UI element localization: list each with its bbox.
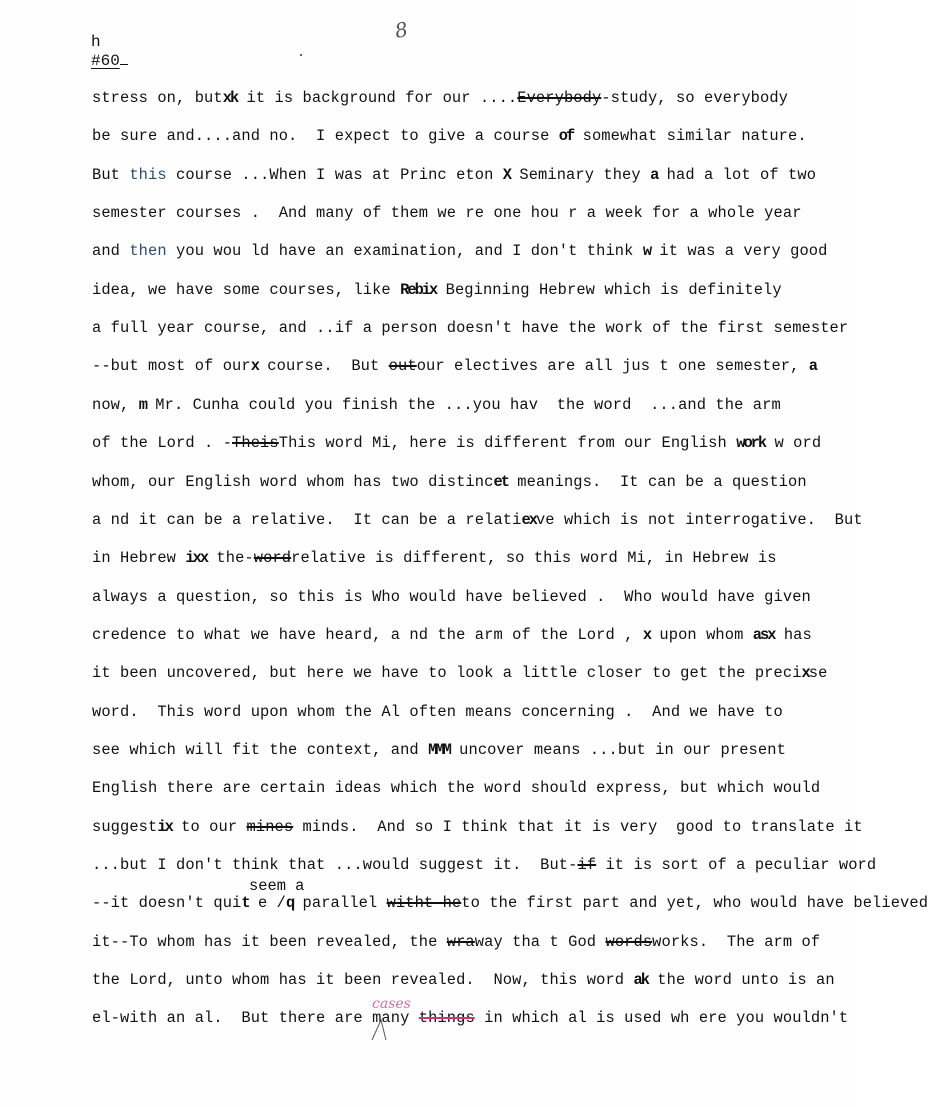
text-segment: you wou ld have an examination, and I don't think bbox=[166, 242, 643, 261]
text-line bbox=[92, 741, 786, 759]
text-segment: way tha t God bbox=[474, 932, 606, 951]
text-segment: this bbox=[129, 165, 167, 184]
text-line bbox=[92, 626, 812, 644]
text-line bbox=[92, 396, 781, 414]
text-segment: see which will fit the context, and bbox=[92, 740, 429, 759]
text-segment: el-with an al. But there are many bbox=[92, 1009, 419, 1028]
text-segment: then bbox=[129, 242, 167, 261]
text-segment: --but most of our bbox=[92, 357, 251, 376]
text-segment: in which al is used wh ere you wouldn't bbox=[474, 1009, 849, 1028]
text-segment: ...but I don't think that ...would suggest it. But- bbox=[92, 856, 578, 874]
text-line bbox=[92, 703, 783, 721]
overstruck-text: Rebix bbox=[400, 280, 437, 299]
text-segment: had a lot of two bbox=[657, 165, 817, 184]
struck-text: wra bbox=[446, 932, 475, 951]
text-segment: the Lord, unto whom has it been revealed. Now, this word bbox=[92, 971, 634, 990]
text-segment: upon whom bbox=[650, 625, 753, 644]
overstruck-text: asx bbox=[752, 625, 775, 644]
overstruck-text: xk bbox=[222, 89, 238, 107]
text-segment: of the Lord . - bbox=[92, 434, 233, 453]
text-segment: w ord bbox=[765, 434, 822, 453]
text-segment: a full year course, and ..if a person doesn't have the work of the first semester bbox=[92, 319, 849, 338]
text-line bbox=[92, 89, 788, 107]
handwritten-page-number: 8 bbox=[393, 17, 410, 43]
overstruck-text: a bbox=[808, 357, 817, 376]
text-segment: the word unto is an bbox=[647, 971, 835, 990]
text-line bbox=[92, 281, 782, 299]
text-segment: But bbox=[92, 165, 130, 184]
text-segment: and bbox=[92, 242, 130, 261]
overstruck-text: et bbox=[493, 472, 508, 491]
text-segment: to the first part and yet, who would have believed bbox=[461, 894, 928, 913]
typed-insertion: seem a bbox=[249, 877, 305, 895]
text-segment: stress on, but bbox=[92, 89, 223, 107]
overstruck-text: w bbox=[642, 242, 651, 261]
text-segment: English there are certain ideas which the word should express, but which would bbox=[92, 779, 821, 798]
text-segment: idea, we have some courses, like bbox=[92, 280, 401, 299]
overstruck-text: ak bbox=[633, 971, 648, 990]
text-line bbox=[92, 1009, 848, 1027]
text-segment: in Hebrew bbox=[92, 549, 186, 568]
text-line bbox=[92, 357, 816, 375]
text-line bbox=[92, 434, 821, 452]
text-segment: -study, so everybody bbox=[601, 89, 789, 107]
overstruck-text: MMM bbox=[428, 740, 450, 759]
text-segment: a nd it can be a relative. It can be a relati bbox=[92, 510, 522, 529]
overstruck-text: x bbox=[642, 625, 651, 644]
header-number: #60 bbox=[91, 52, 128, 70]
overstruck-text: of bbox=[558, 127, 574, 146]
text-line bbox=[92, 549, 777, 567]
text-line bbox=[92, 166, 816, 184]
text-segment: minds. And so I think that it is very good to translate it bbox=[293, 817, 863, 836]
text-line bbox=[92, 588, 811, 606]
text-line bbox=[92, 242, 827, 260]
text-segment: Beginning Hebrew which is definitely bbox=[436, 280, 782, 299]
text-segment: works. The arm of bbox=[652, 932, 821, 951]
overstruck-text: x bbox=[250, 357, 258, 376]
struck-text: mines bbox=[246, 817, 294, 836]
text-segment: ve which is not interrogative. But bbox=[535, 510, 863, 529]
text-segment: relative is different, so this word Mi, in Hebrew is bbox=[291, 549, 777, 568]
overstruck-text: X bbox=[502, 165, 511, 184]
insertion-caret-icon bbox=[370, 1018, 392, 1042]
text-segment: be sure and....and no. I expect to give a course bbox=[92, 127, 559, 146]
text-segment: meanings. It can be a question bbox=[507, 472, 807, 491]
struck-text: word bbox=[253, 549, 292, 568]
text-segment: it was a very good bbox=[650, 242, 828, 261]
overstruck-text: x bbox=[801, 664, 809, 683]
text-segment: semester courses . And many of them we re one hou r a week for a whole year bbox=[92, 204, 802, 223]
text-segment: This word Mi, here is different from our English bbox=[278, 434, 737, 453]
text-segment: it is background for our .... bbox=[237, 89, 518, 107]
struck-text: Everybody bbox=[517, 89, 602, 107]
text-line bbox=[92, 127, 807, 145]
text-segment: Mr. Cunha could you finish the ...you hav the word ...and the arm bbox=[145, 395, 781, 414]
struck-text: things bbox=[418, 1009, 475, 1028]
text-segment: it--To whom has it been revealed, the bbox=[92, 932, 447, 951]
overstruck-text: ex bbox=[521, 510, 536, 529]
struck-text: witht he bbox=[386, 894, 462, 913]
text-segment: it is sort of a peculiar word bbox=[596, 856, 877, 874]
text-segment: has bbox=[774, 625, 812, 644]
text-segment: somewhat similar nature. bbox=[573, 127, 807, 146]
overstruck-text: m bbox=[138, 395, 146, 414]
struck-text: Theis bbox=[232, 434, 279, 453]
overstruck-text: t bbox=[241, 894, 249, 913]
text-segment: suggest bbox=[92, 817, 158, 836]
text-segment: it been uncovered, but here we have to look a little closer to get the preci bbox=[92, 664, 802, 683]
text-segment: our electives are all jus t one semester, bbox=[416, 357, 809, 376]
text-line bbox=[92, 204, 802, 222]
text-segment: se bbox=[808, 664, 828, 683]
struck-text: words bbox=[605, 932, 653, 951]
text-line bbox=[92, 779, 820, 797]
text-segment: e / bbox=[248, 894, 286, 913]
text-segment: to our bbox=[171, 817, 247, 836]
text-line bbox=[92, 856, 876, 874]
text-line bbox=[92, 894, 928, 912]
text-line bbox=[92, 319, 848, 337]
text-segment: credence to what we have heard, a nd the arm of the Lord , bbox=[92, 625, 643, 644]
text-segment: word. This word upon whom the Al often means concerning . And we have to bbox=[92, 702, 783, 721]
text-line bbox=[92, 664, 827, 682]
text-line bbox=[92, 818, 863, 836]
overstruck-text: work bbox=[736, 434, 766, 453]
text-line bbox=[92, 933, 820, 951]
text-line bbox=[92, 971, 835, 989]
struck-text: out bbox=[388, 357, 417, 376]
text-segment: always a question, so this is Who would have believed . Who would have given bbox=[92, 587, 811, 606]
text-line bbox=[92, 473, 807, 491]
text-segment: the- bbox=[207, 549, 254, 568]
handwritten-insertion: cases bbox=[372, 996, 411, 1012]
stray-mark bbox=[300, 54, 302, 56]
overstruck-text: ix bbox=[157, 817, 172, 836]
struck-text: if bbox=[577, 856, 597, 874]
overstruck-text: ixx bbox=[185, 549, 208, 568]
text-segment: parallel bbox=[293, 894, 387, 913]
text-segment: Seminary they bbox=[510, 165, 651, 184]
overstruck-text: a bbox=[650, 165, 658, 184]
text-segment: --it doesn't qui bbox=[92, 894, 242, 913]
header-letter: h bbox=[91, 33, 101, 51]
text-segment: now, bbox=[92, 395, 139, 414]
text-segment: course. But bbox=[257, 357, 389, 376]
overstruck-text: q bbox=[285, 894, 294, 913]
text-line bbox=[92, 511, 863, 529]
text-segment: course ...When I was at Princ eton bbox=[166, 165, 503, 184]
text-segment: uncover means ...but in our present bbox=[449, 740, 786, 759]
text-segment: whom, our English word whom has two distinc bbox=[92, 472, 494, 491]
